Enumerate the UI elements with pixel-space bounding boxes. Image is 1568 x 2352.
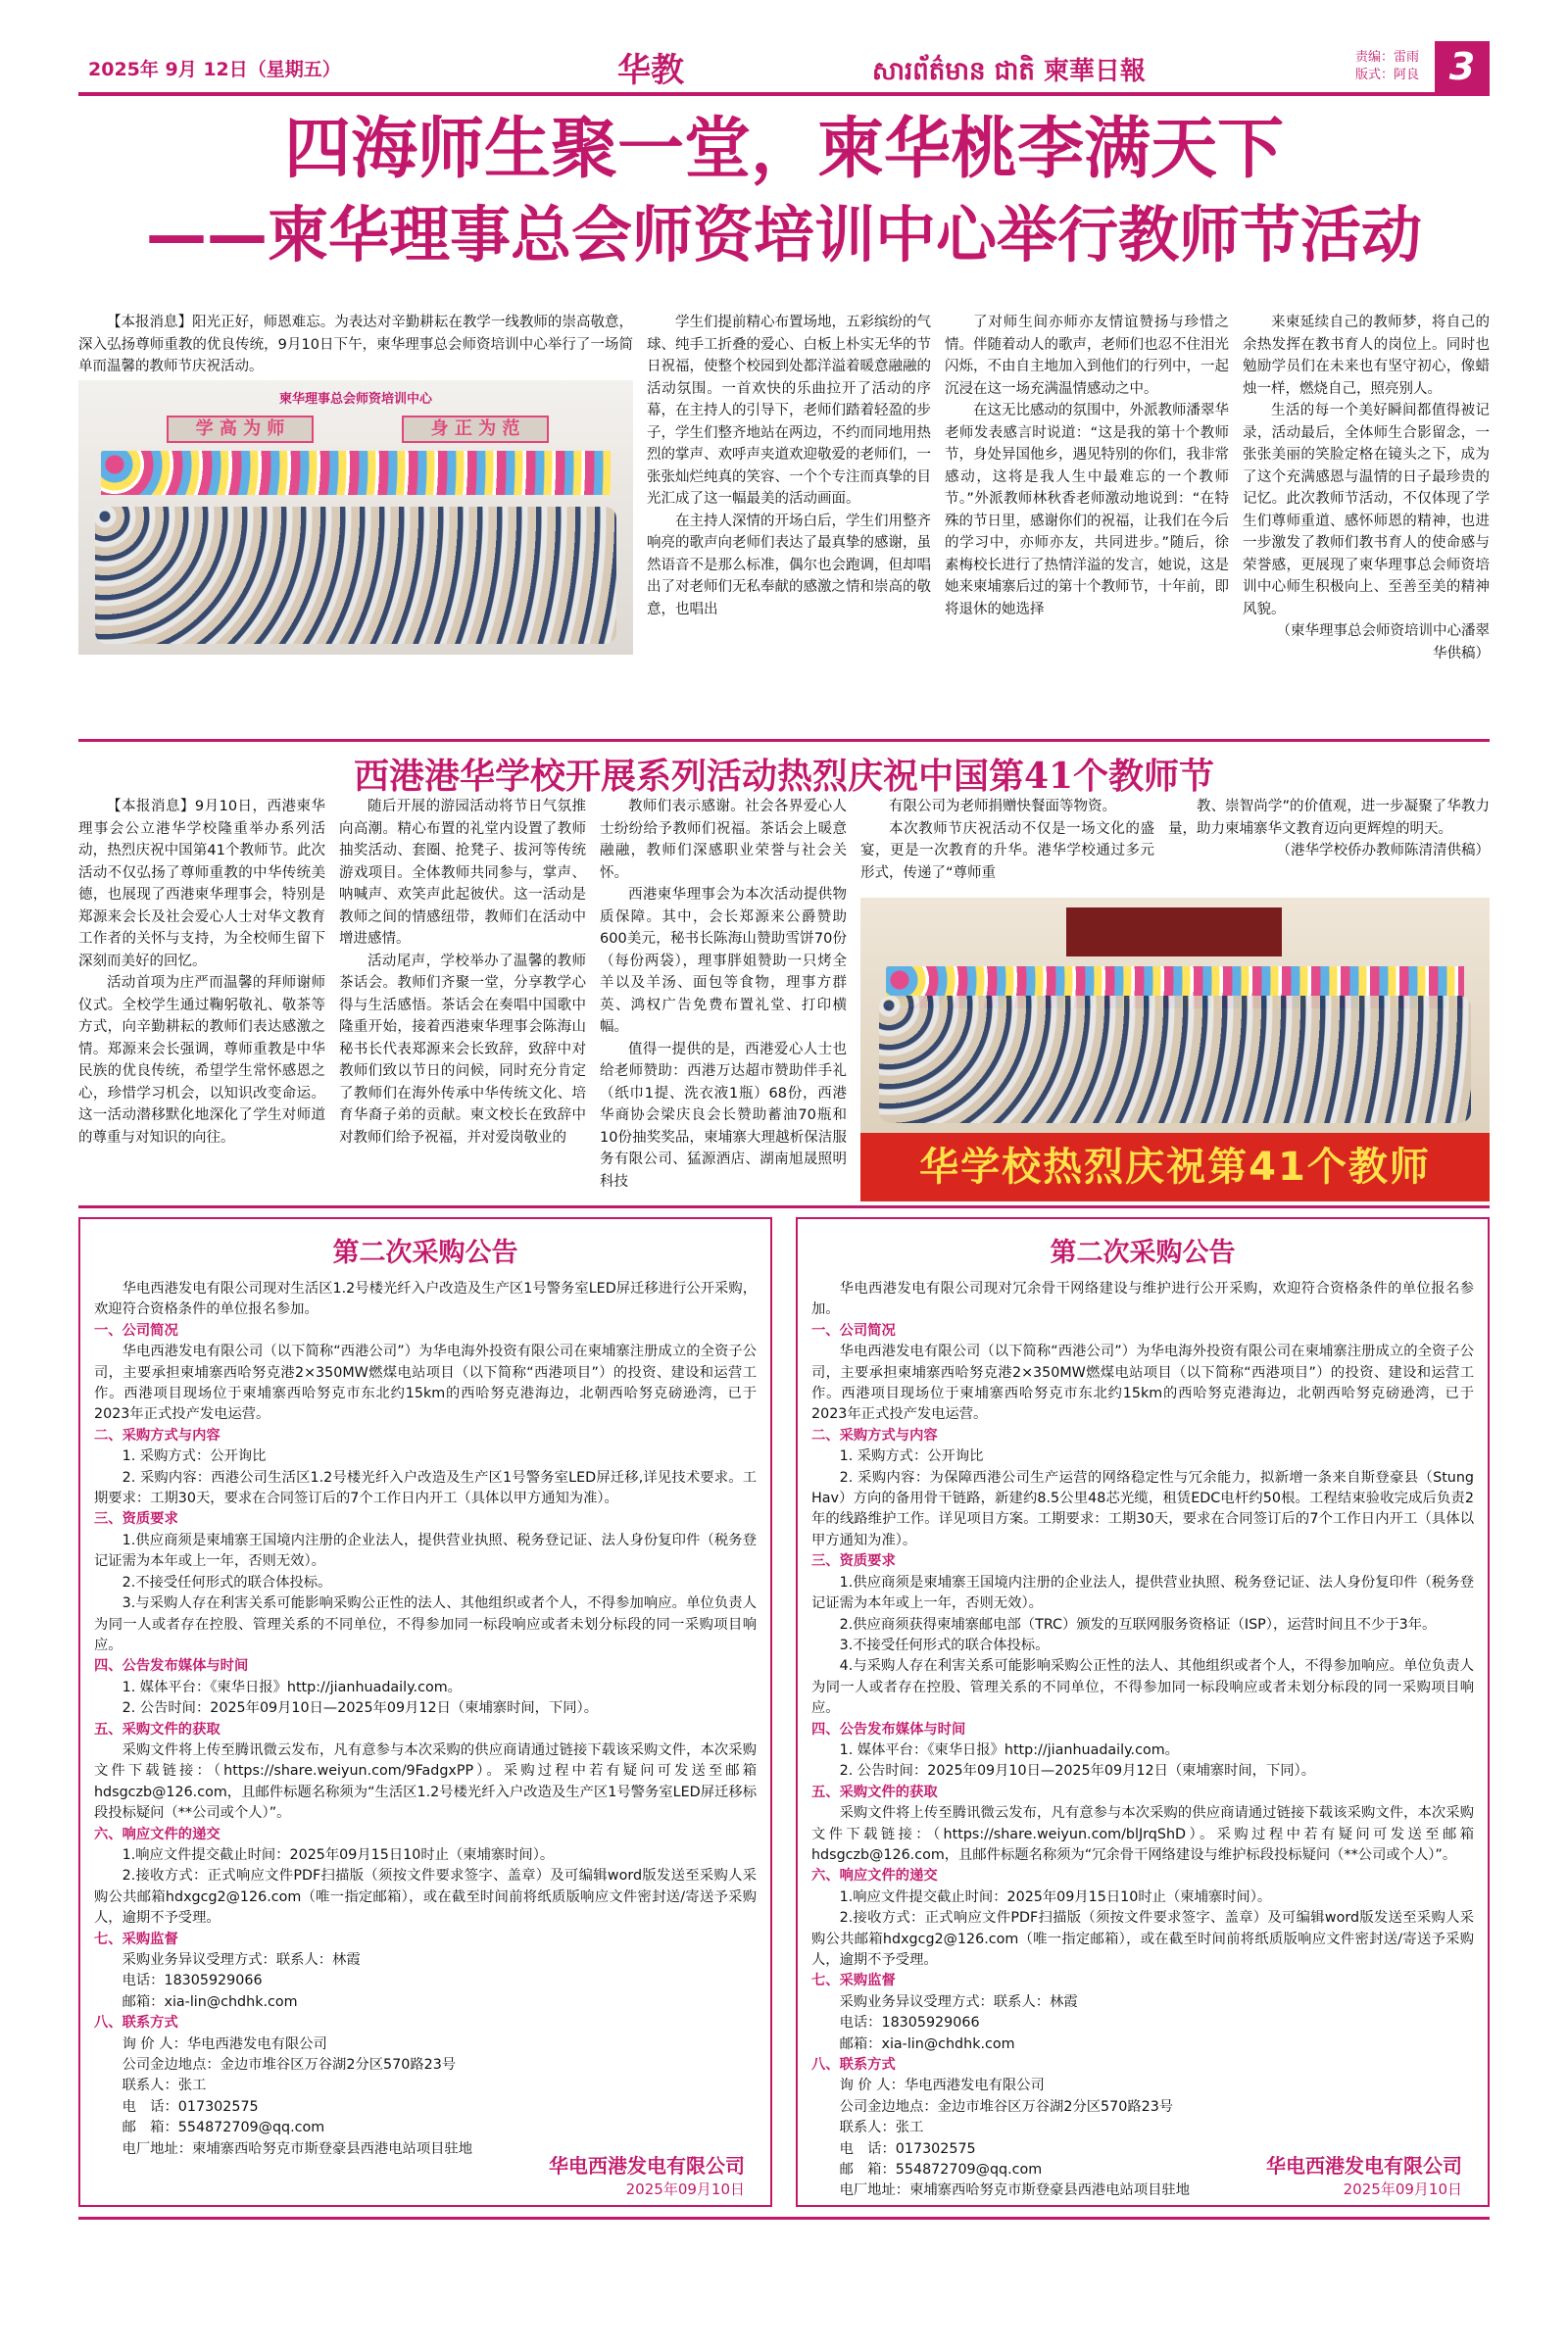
signature-date: 2025年09月10日 <box>1343 2180 1462 2198</box>
photo-slogan-1: 学 高 为 师 <box>167 416 314 443</box>
divider <box>78 1205 1490 1208</box>
paper-name: សារព័ត៌មាន ជាតិ 柬華日報 <box>872 57 1146 86</box>
photo-slogan-2: 身 正 为 范 <box>402 416 549 443</box>
notice-left-signature <box>333 2150 745 2199</box>
notice-body: 华电西港发电有限公司现对冗余骨干网络建设与维护进行公开采购，欢迎符合资格条件的单位报名参加。 一、公司简况 华电西港发电有限公司（以下简称“西港公司”）为华电海外投资有限公司在柬埔寨注册成立的全资子公司，主要承担柬埔寨西哈努克港2×350MW燃煤电站项目（以下简称“西港项目”）的投资、建设和运营工作。西港项目现场位于柬埔寨西哈努克市东北约15km的西哈努克港海边，北朝西哈努克磅逊湾，已于2023年正式投产发电运营。 二、采购方式与内容 1. 采购方式：公开询比 2. 采购内容：为保障西港公司生产运营的网络稳定性与冗余能力，拟新增一条来自斯登豪县（Stung Hav）方向的备用骨干链路，新建约8.5公里48芯光缆，租赁EDC电杆约50根。工程结束验收完成后负责2年的线路维护工作。详见项目方案。工期要求：工期30天，要求在合同签订后的7个工作日内开工（具体以甲方通知为准）。 三、资质要求 1.供应商须是柬埔寨王国境内注册的企业法人，提供营业执照、税务登记证、法人身份复印件（税务登记证需为本年或上一年，否则无效）。 2.供应商须获得柬埔寨邮电部（TRC）颁发的互联网服务资格证（ISP），运营时间且不少于3年。 3.不接受任何形式的联合体投标。 4.与采购人存在利害关系可能影响采购公正性的法人、其他组织或者个人，不得参加响应。单位负责人为同一人或者存在控股、管理关系的不同单位，不得参加同一标段响应或者未划分标段的同一采购项目响应。 四、公告发布媒体与时间 1. 媒体平台：《柬华日报》http://jianhuadaily.com。 2. 公告时间：2025年09月10日—2025年09月12日（柬埔寨时间，下同）。 五、采购文件的获取 采购文件将上传至腾讯微云发布，凡有意参与本次采购的供应商请通过链接下载该采购文件，本次采购文件下载链接：（https://share.weiyun.com/blJrqShD）。采购过程中若有疑问可发送至邮箱hdsgczb@126.com，且邮件标题名称须为“冗余骨干网络建设与维护标段投标疑问（**公司或个人）”。 六、响应文件的递交 1.响应文件提交截止时间：2025年09月15日10时止（柬埔寨时间）。 2.接收方式：正式响应文件PDF扫描版（须按文件要求签字、盖章）及可编辑word版发送至采购人采购公共邮箱hdxgcg2@126.com（唯一指定邮箱），或在截至时间前将纸质版响应文件密封送/寄送予采购人，逾期不予受理。 七、采购监督 采购业务异议受理方式：联系人：林霞 电话：18305929066 邮箱：xia-lin@chdhk.com 八、联系方式 询 价 人：华电西港发电有限公司 公司金边地点：金边市堆谷区万谷湖2分区570路23号 联系人：张工 电 话：017302575 邮 箱：554872709@qq.com 电厂地址：柬埔寨西哈努克市斯登豪县西港电站项目驻地 <box>811 1281 1474 2199</box>
notice-right-signature <box>1051 2150 1462 2199</box>
photo-banner-text: 华学校热烈庆祝第41个教师 <box>860 1133 1490 1201</box>
notice-title: 第二次采购公告 <box>1050 1238 1236 1268</box>
page-number: 3 <box>1435 41 1490 92</box>
article2-photo <box>860 898 1490 1201</box>
article2-col3: 教师们表示感谢。社会各界爱心人士纷纷给予教师们祝福。茶话会上暖意融融，教师们深感职业荣誉与社会关怀。 西港柬华理事会为本次活动提供物质保障。其中，会长郑源来公爵赞助600美元，秘书长陈海山赞助雪饼70份（每份两袋），理事胖姐赞助一只烤全羊以及羊汤、面包等食物，理事方群英、鸿权广告免费布置礼堂、打印横幅。 值得一提供的是，西港爱心人士也给老师赞助：西港万达超市赞助伴手礼（纸巾1提、洗衣液1瓶）68份，西港华商协会梁庆良会长赞助蓄油70瓶和10份抽奖奖品，柬埔寨大理越析保洁服务有限公司、猛源酒店、湖南旭晟照明科技 <box>600 799 847 1190</box>
article2-col2: 随后开展的游园活动将节日气氛推向高潮。精心布置的礼堂内设置了教师抽奖活动、套圈、抢凳子、拔河等传统游戏项目。全体教师共同参与，掌声、呐喊声、欢笑声此起彼伏。这一活动是教师之间的情感纽带，教师们在活动中增进感情。 活动尾声，学校举办了温馨的教师茶话会。教师们齐聚一堂，分享教学心得与生活感悟。茶话会在奏唱中国歌中隆重开始，接着西港柬华理事会陈海山秘书长代表郑源来会长致辞，致辞中对教师们致以节日的问候，同时充分肯定了教师们在海外传承中华传统文化、培育华裔子弟的贡献。柬文校长在致辞中对教师们给予祝福，并对爱岗敬业的 <box>339 799 586 1146</box>
article1-col4: 了对师生间亦师亦友情谊赞扬与珍惜之情。伴随着动人的歌声，老师们也忍不住泪光闪烁，不由自主地加入到他们的行列中，一起沉浸在这一场充满温情感动之中。 在这无比感动的氛围中，外派教师潘翠华老师发表感言时说道：“这是我的第十个教师节，身处异国他乡，遇见特别的你们，我非常感动，这将是我人生中最难忘的一个教师节。”外派教师林秋香老师激动地说到：“在特殊的节日里，感谢你们的祝福，让我们在今后的学习中，亦师亦友，共同进步。”随后，徐素梅校长进行了热情洋溢的发言，她说，这是她来柬埔寨后过的第十个教师节，十年前，即将退休的她选择 <box>945 315 1229 617</box>
section-name: 华教 <box>617 51 684 90</box>
article2-col5: 教、崇智尚学”的价值观，进一步凝聚了华教力量，助力柬埔寨华文教育迈向更辉煌的明天。 （港华学校侨办教师陈清清供稿） <box>1168 799 1490 858</box>
procurement-notice-left <box>78 1217 772 2207</box>
article2-title: 西港港华学校开展系列活动热烈庆祝中国第41个教师节 <box>353 756 1215 797</box>
stage-backdrop <box>1066 907 1282 956</box>
layout-editor: 版式：阿良 <box>1354 68 1419 82</box>
issue-date: 2025年 9月 12日（星期五） <box>88 59 341 80</box>
photo-banner-text: 柬华理事总会师资培训中心 <box>278 392 432 407</box>
editor-credits <box>1355 49 1419 84</box>
signature-date: 2025年09月10日 <box>625 2180 745 2198</box>
photo-balloons <box>101 451 612 495</box>
article1-col5: 来柬延续自己的教师梦，将自己的余热发挥在教书育人的岗位上。同时也勉励学员们在未来也有坚守初心，像蜡烛一样，燃烧自己，照亮别人。 生活的每一个美好瞬间都值得被记录，活动最后，全体师生合影留念，一张张美丽的笑脸定格在镜头之下，成为了这个充满感恩与温情的日子最珍贵的记忆。此次教师节活动，不仅体现了学生们尊师重道、感怀师恩的精神，也进一步激发了教师们教书育人的使命感与荣誉感，更展现了柬华理事总会师资培训中心师生积极向上、至善至美的精神风貌。 （柬华理事总会师资培训中心潘翠华供稿） <box>1243 315 1490 662</box>
article1-col3: 学生们提前精心布置场地，五彩缤纷的气球、纯手工折叠的爱心、白板上朴实无华的节日祝福，使整个校园到处都洋溢着暖意融融的活动氛围。一首欢快的乐曲拉开了活动的序幕，在主持人的引导下，老师们踏着轻盈的步子，学生们整齐地站在两边，不约而同地用热烈的掌声、欢呼声夹道欢迎敬爱的老师们，一张张灿烂纯真的笑容、一个个专注而真挚的目光汇成了这一幅最美的活动画面。 在主持人深情的开场白后，学生们用整齐响亮的歌声向老师们表达了最真挚的感谢，虽然语音不是那么标准，偶尔也会跑调，但却唱出了对老师们无私奉献的感激之情和崇高的敬意，也唱出 <box>647 315 931 617</box>
signature-company: 华电西港发电有限公司 <box>1266 2154 1462 2178</box>
article1-title: 四海师生聚一堂，柬华桃李满天下 <box>283 111 1284 188</box>
article2-col1: 【本报消息】9月10日，西港柬华理事会公立港华学校隆重举办系列活动，热烈庆祝中国第41个教师节。此次活动不仅弘扬了尊师重教的中华传统美德，也展现了西港柬华理事会，特别是郑源来会长及社会爱心人士对华文教育工作者的关怀与支持，为全校师生留下深刻而美好的回忆。 活动首项为庄严而温馨的拜师谢师仪式。全校学生通过鞠躬敬礼、敬茶等方式，向辛勤耕耘的教师们表达感激之情。郑源来会长强调，尊师重教是中华民族的优良传统，希望学生常怀感恩之心，珍惜学习机会，以知识改变命运。这一活动潜移默化地深化了学生对师道的尊重与对知识的向往。 <box>78 799 325 1146</box>
article1-lead: 【本报消息】阳光正好，师恩难忘。为表达对辛勤耕耘在教学一线教师的崇高敬意，深入弘扬尊师重教的优良传统，9月10日下午，柬华理事总会师资培训中心举行了一场简单而温馨的教师节庆祝活动。 <box>78 315 633 374</box>
divider <box>78 739 1490 742</box>
photo-group <box>879 996 1471 1123</box>
photo-group <box>95 507 616 644</box>
article1-subtitle: ——柬华理事总会师资培训中心举行教师节活动 <box>145 199 1422 270</box>
signature-company: 华电西港发电有限公司 <box>549 2154 745 2178</box>
page-header <box>78 39 1490 96</box>
notice-body: 华电西港发电有限公司现对生活区1.2号楼光纤入户改造及生产区1号警务室LED屏迁移进行公开采购，欢迎符合资格条件的单位报名参加。 一、公司简况 华电西港发电有限公司（以下简称“西港公司”）为华电海外投资有限公司在柬埔寨注册成立的全资子公司，主要承担柬埔寨西哈努克港2×350MW燃煤电站项目（以下简称“西港项目”）的投资、建设和运营工作。西港项目现场位于柬埔寨西哈努克市东北约15km的西哈努克港海边，北朝西哈努克磅逊湾，已于2023年正式投产发电运营。 二、采购方式与内容 1. 采购方式：公开询比 2. 采购内容：西港公司生活区1.2号楼光纤入户改造及生产区1号警务室LED屏迁移,详见技术要求。工期要求：工期30天，要求在合同签订后的7个工作日内开工（具体以甲方通知为准）。 三、资质要求 1.供应商须是柬埔寨王国境内注册的企业法人，提供营业执照、税务登记证、法人身份复印件（税务登记证需为本年或上一年，否则无效）。 2.不接受任何形式的联合体投标。 3.与采购人存在利害关系可能影响采购公正性的法人、其他组织或者个人，不得参加响应。单位负责人为同一人或者存在控股、管理关系的不同单位，不得参加同一标段响应或者未划分标段的同一采购项目响应。 四、公告发布媒体与时间 1. 媒体平台：《柬华日报》http://jianhuadaily.com。 2. 公告时间：2025年09月10日—2025年09月12日（柬埔寨时间，下同）。 五、采购文件的获取 采购文件将上传至腾讯微云发布，凡有意参与本次采购的供应商请通过链接下载该采购文件，本次采购文件下载链接：（https://share.weiyun.com/9FadgxPP）。采购过程中若有疑问可发送至邮箱hdsgczb@126.com，且邮件标题名称须为“生活区1.2号楼光纤入户改造及生产区1号警务室LED屏迁移标段投标疑问（**公司或个人）”。 六、响应文件的递交 1.响应文件提交截止时间：2025年09月15日10时止（柬埔寨时间）。 2.接收方式：正式响应文件PDF扫描版（须按文件要求签字、盖章）及可编辑word版发送至采购人采购公共邮箱hdxgcg2@126.com（唯一指定邮箱），或在截至时间前将纸质版响应文件密封送/寄送予采购人，逾期不予受理。 七、采购监督 采购业务异议受理方式：联系人：林霞 电话：18305929066 邮箱：xia-lin@chdhk.com 八、联系方式 询 价 人：华电西港发电有限公司 公司金边地点：金边市堆谷区万谷湖2分区570路23号 联系人：张工 电 话：017302575 邮 箱：554872709@qq.com 电厂地址：柬埔寨西哈努克市斯登豪县西港电站项目驻地 <box>94 1281 757 2157</box>
article1-photo <box>78 380 633 655</box>
bottom-rule <box>78 2217 1490 2220</box>
procurement-notice-right <box>796 1217 1490 2207</box>
notice-title: 第二次采购公告 <box>332 1238 518 1268</box>
editor: 责编：雷雨 <box>1354 50 1419 65</box>
article2-col4: 有限公司为老师捐赠快餐面等物资。 本次教师节庆祝活动不仅是一场文化的盛宴，更是一次教育的升华。港华学校通过多元形式，传递了“尊师重 <box>860 799 1154 881</box>
